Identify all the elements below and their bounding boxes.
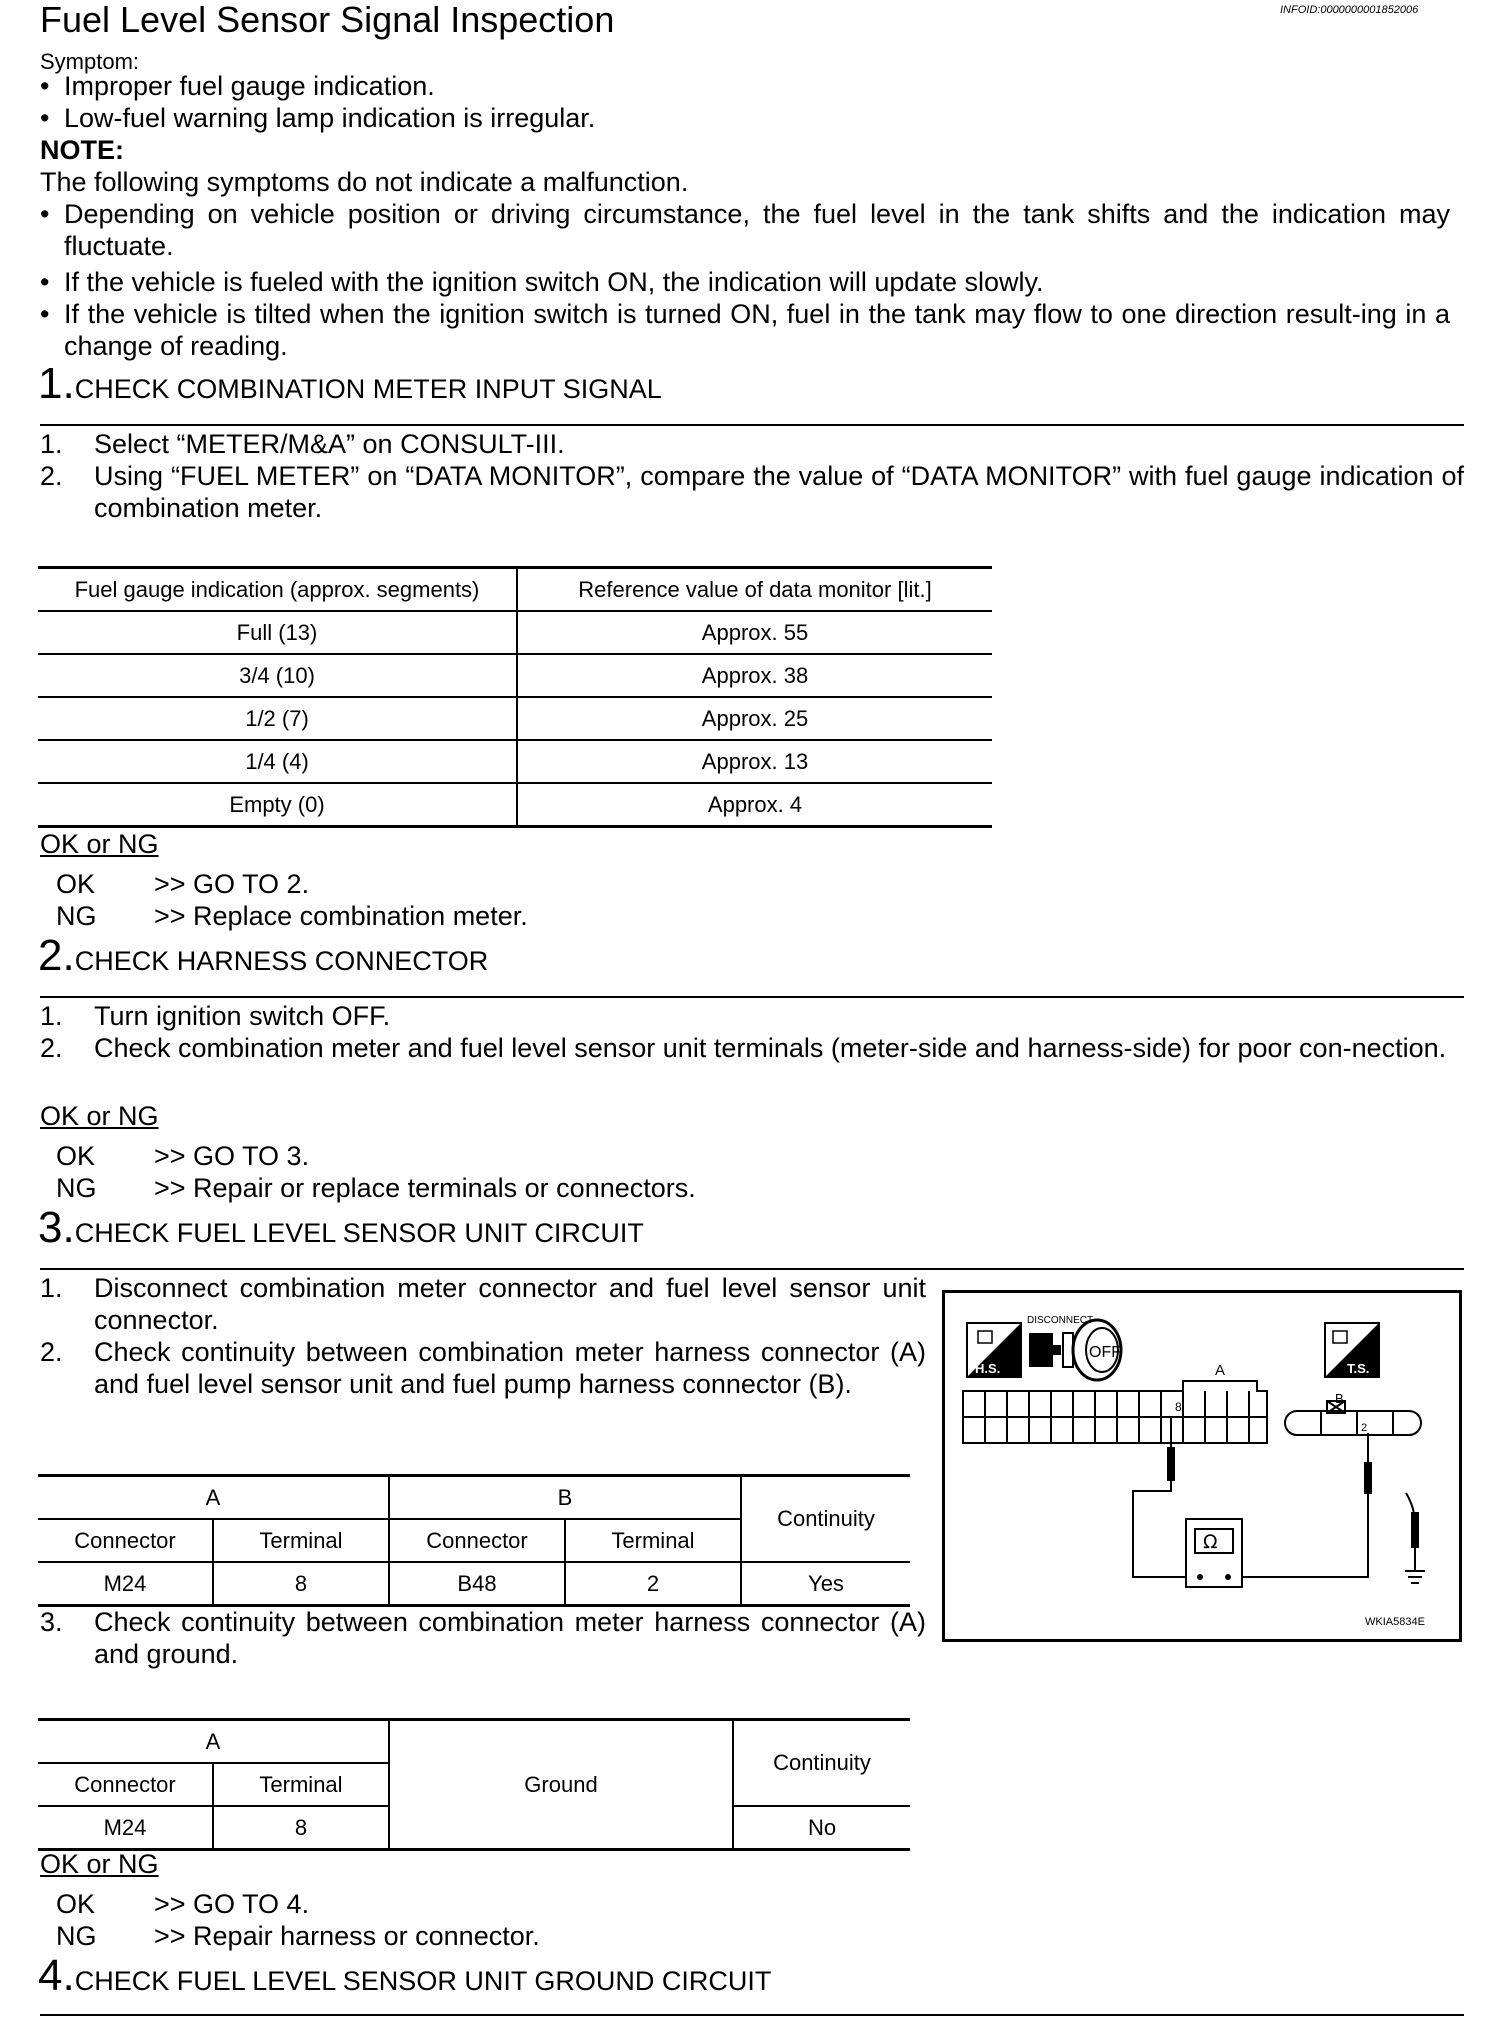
ok-action: >> GO TO 3. — [154, 1141, 310, 1171]
step-number: 3. — [38, 1203, 75, 1252]
pin-a-label: 8 — [1175, 1400, 1182, 1414]
ok-label: OK — [56, 1889, 96, 1919]
fuel-gauge-table — [38, 566, 992, 828]
table-cell: Approx. 25 — [701, 705, 809, 731]
ok-action: >> GO TO 2. — [154, 869, 310, 899]
list-item: Check combination meter and fuel level sensor unit terminals (meter-side and harness-side) for poor con-nection. — [94, 1033, 1447, 1063]
ok-ng-label: OK or NG — [40, 1849, 159, 1879]
table-cell: Empty (0) — [38, 783, 517, 827]
list-number: 2. — [40, 1337, 63, 1367]
ok-label: OK — [56, 1141, 96, 1171]
step-title: CHECK COMBINATION METER INPUT SIGNAL — [74, 374, 662, 404]
step-number: 1. — [38, 359, 75, 408]
step-number: 4. — [38, 1951, 75, 2000]
table-header: Connector — [38, 1519, 213, 1562]
table-cell: 1/4 (4) — [38, 740, 517, 783]
ng-label: NG — [56, 1173, 97, 1203]
list-item: Select “METER/M&A” on CONSULT-III. — [94, 429, 565, 459]
list-item: Disconnect combination meter connector and fuel level sensor unit connector. — [94, 1273, 926, 1335]
table-row — [38, 654, 992, 697]
divider — [40, 2014, 1464, 2016]
disconnect-icon — [1027, 1315, 1093, 1367]
list-number: 3. — [40, 1607, 63, 1637]
table-header: Ground — [389, 1720, 733, 1850]
note-item: • If the vehicle is tilted when the ignition switch is turned ON, fuel in the tank may flow to one direction result-ing in a change of reading. — [64, 298, 1450, 362]
step-number: 2. — [38, 931, 75, 980]
page-title: Fuel Level Sensor Signal Inspection — [40, 0, 615, 40]
list-number: 1. — [40, 1273, 63, 1303]
continuity-table-a-b — [38, 1474, 910, 1607]
table-cell: 2 — [565, 1562, 741, 1606]
ng-action: >> Replace combination meter. — [154, 901, 528, 931]
ohmmeter-icon — [1186, 1519, 1242, 1587]
ignition-off-icon — [1073, 1320, 1121, 1380]
table-row — [38, 611, 992, 654]
step-title: CHECK HARNESS CONNECTOR — [74, 946, 489, 976]
pin-b-label: 2 — [1361, 1422, 1368, 1434]
symptom-item: • Improper fuel gauge indication. — [64, 70, 435, 102]
ok-action: >> GO TO 4. — [154, 1889, 310, 1919]
connector-a-label: A — [1215, 1362, 1226, 1379]
table-cell: Approx. 4 — [707, 791, 803, 817]
list-number: 1. — [40, 429, 63, 459]
hand-shield-icon — [967, 1323, 1021, 1377]
note-intro: The following symptoms do not indicate a malfunction. — [40, 167, 689, 197]
disconnect-label: DISCONNECT — [1027, 1315, 1094, 1326]
table-header: Connector — [38, 1763, 213, 1806]
step-title: CHECK FUEL LEVEL SENSOR UNIT CIRCUIT — [74, 1218, 644, 1248]
continuity-table-ground — [38, 1718, 910, 1851]
table-header: Continuity — [741, 1476, 910, 1563]
figure-code: WKIA5834E — [1365, 1616, 1425, 1628]
ok-label: OK — [56, 869, 96, 899]
table-header: A — [38, 1720, 389, 1764]
table-cell: Approx. 13 — [701, 748, 809, 774]
table-cell: No — [807, 1814, 837, 1840]
divider — [40, 424, 1464, 426]
table-cell: 3/4 (10) — [38, 654, 517, 697]
list-item: Check continuity between combination meter harness connector (A) and ground. — [94, 1607, 926, 1669]
list-item: Using “FUEL METER” on “DATA MONITOR”, compare the value of “DATA MONITOR” with fuel gauge indication of combination meter. — [94, 461, 1464, 523]
note-label: NOTE: — [40, 135, 124, 165]
note-item: • If the vehicle is fueled with the ignition switch ON, the indication will update slowly. — [64, 266, 1044, 298]
connector-a — [963, 1381, 1267, 1443]
step-title: CHECK FUEL LEVEL SENSOR UNIT GROUND CIRCUIT — [74, 1966, 772, 1996]
table-cell: Approx. 55 — [701, 619, 809, 645]
table-header: Terminal — [213, 1519, 389, 1562]
table-row — [38, 1562, 910, 1606]
divider — [40, 1268, 1464, 1270]
list-item: Check continuity between combination meter harness connector (A) and fuel level sensor unit and fuel pump harness connector (B). — [94, 1337, 926, 1399]
table-row — [38, 697, 992, 740]
ohm-symbol: Ω — [1203, 1531, 1218, 1553]
probe-wires — [1133, 1417, 1425, 1583]
wiring-diagram — [942, 1290, 1462, 1642]
table-cell: 1/2 (7) — [38, 697, 517, 740]
hs-label: H.S. — [975, 1361, 1001, 1376]
table-header: B — [389, 1476, 741, 1520]
step-heading — [38, 1951, 772, 2000]
step-heading — [38, 359, 662, 408]
off-label: OFF — [1089, 1344, 1121, 1361]
table-header-row — [38, 1720, 910, 1764]
table-header: Connector — [389, 1519, 565, 1562]
table-cell: 8 — [213, 1806, 389, 1850]
table-header: Fuel gauge indication (approx. segments) — [38, 568, 517, 612]
table-header: Reference value of data monitor [lit.] — [578, 576, 932, 602]
list-number: 1. — [40, 1001, 63, 1031]
list-number: 2. — [40, 1033, 63, 1063]
ng-action: >> Repair or replace terminals or connectors. — [154, 1173, 696, 1203]
ng-label: NG — [56, 1921, 97, 1951]
table-cell: 8 — [213, 1562, 389, 1606]
ng-label: NG — [56, 901, 97, 931]
connector-b-label: B — [1335, 1391, 1344, 1406]
ts-label: T.S. — [1347, 1361, 1370, 1376]
table-header: Continuity — [733, 1720, 910, 1807]
wiring-diagram-svg — [945, 1293, 1459, 1639]
symptom-label: Symptom: — [40, 49, 140, 74]
table-header-row — [38, 568, 992, 612]
table-row — [38, 740, 992, 783]
info-id: INFOID:0000000001852006 — [1280, 4, 1419, 16]
list-item: Turn ignition switch OFF. — [94, 1001, 391, 1031]
ok-ng-label: OK or NG — [40, 829, 159, 859]
note-item: • Depending on vehicle position or driving circumstance, the fuel level in the tank shifts and the indication may fluctuate. — [64, 198, 1450, 262]
table-cell: Yes — [808, 1570, 844, 1596]
symptom-item: • Low-fuel warning lamp indication is irregular. — [64, 102, 595, 134]
table-cell: Approx. 38 — [701, 662, 809, 688]
table-cell: M24 — [38, 1806, 213, 1850]
test-shield-icon — [1325, 1323, 1379, 1377]
step-heading — [38, 931, 489, 980]
step-heading — [38, 1203, 644, 1252]
connector-b — [1285, 1401, 1421, 1435]
table-row — [38, 783, 992, 827]
ok-ng-label: OK or NG — [40, 1101, 159, 1131]
table-header: Terminal — [565, 1519, 741, 1562]
table-header: A — [38, 1476, 389, 1520]
ng-action: >> Repair harness or connector. — [154, 1921, 540, 1951]
table-cell: B48 — [389, 1562, 565, 1606]
list-number: 2. — [40, 461, 63, 491]
table-cell: M24 — [38, 1562, 213, 1606]
table-header-row — [38, 1476, 910, 1520]
table-header: Terminal — [213, 1763, 389, 1806]
divider — [40, 996, 1464, 998]
table-cell: Full (13) — [38, 611, 517, 654]
